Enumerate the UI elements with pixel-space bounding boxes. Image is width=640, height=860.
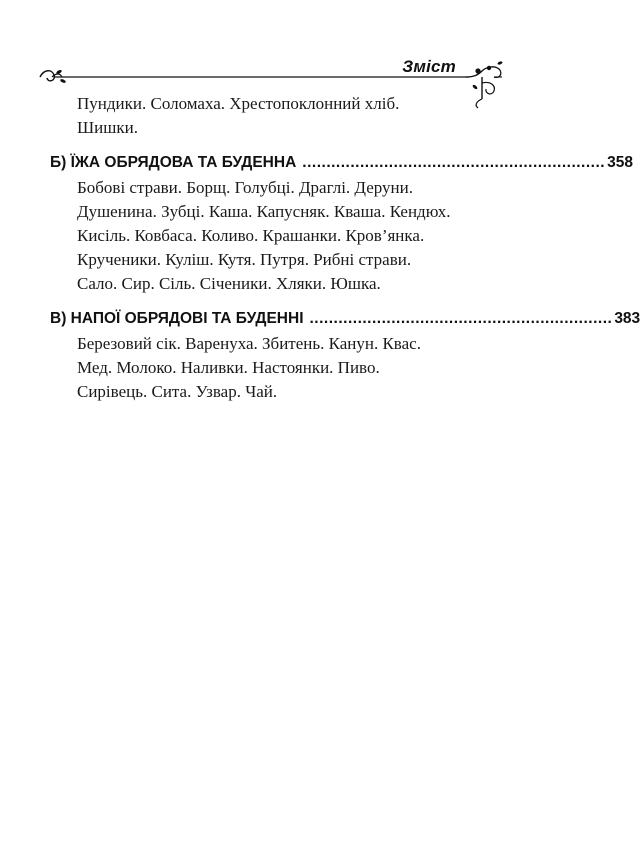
toc-item-line: Сало. Сир. Сіль. Січеники. Хляки. Юшка. [77,274,381,293]
page-title: Зміст [402,57,456,76]
section-label: В) НАПОЇ ОБРЯДОВІ ТА БУДЕННІ [50,310,304,327]
toc-item-line: Пундики. Соломаха. Хрестопоклонний хліб. [77,94,400,113]
toc-item-line: Мед. Молоко. Наливки. Настоянки. Пиво. [77,358,380,377]
toc-item-line: Душенина. Зубці. Каша. Капусняк. Кваша. Кендюх. [77,202,451,221]
toc-section-b [50,151,633,296]
toc-item-line: Крученики. Куліш. Кутя. Путря. Рибні страви. [77,250,412,269]
table-of-contents [50,92,640,404]
page-number: 358 [607,154,633,171]
toc-item-line: Шишки. [77,118,138,137]
toc-item-line: Сирівець. Сита. Узвар. Чай. [77,382,278,401]
toc-section-heading[interactable] [50,307,640,331]
toc-section-heading[interactable] [50,151,633,175]
page-number: 383 [614,310,640,327]
dot-leader: ............................................................... [302,154,606,171]
continuation-items [50,92,470,140]
dot-leader: ............................................................... [309,310,613,327]
section-label: Б) ЇЖА ОБРЯДОВА ТА БУДЕННА [50,154,297,171]
toc-section-v [50,307,640,404]
toc-item-line: Березовий сік. Варенуха. Збитень. Канун. Квас. [77,334,421,353]
toc-item-line: Кисіль. Ковбаса. Коливо. Крашанки. Кров’янка. [77,226,425,245]
toc-item-line: Бобові страви. Борщ. Голубці. Драглі. Деруни. [77,178,413,197]
